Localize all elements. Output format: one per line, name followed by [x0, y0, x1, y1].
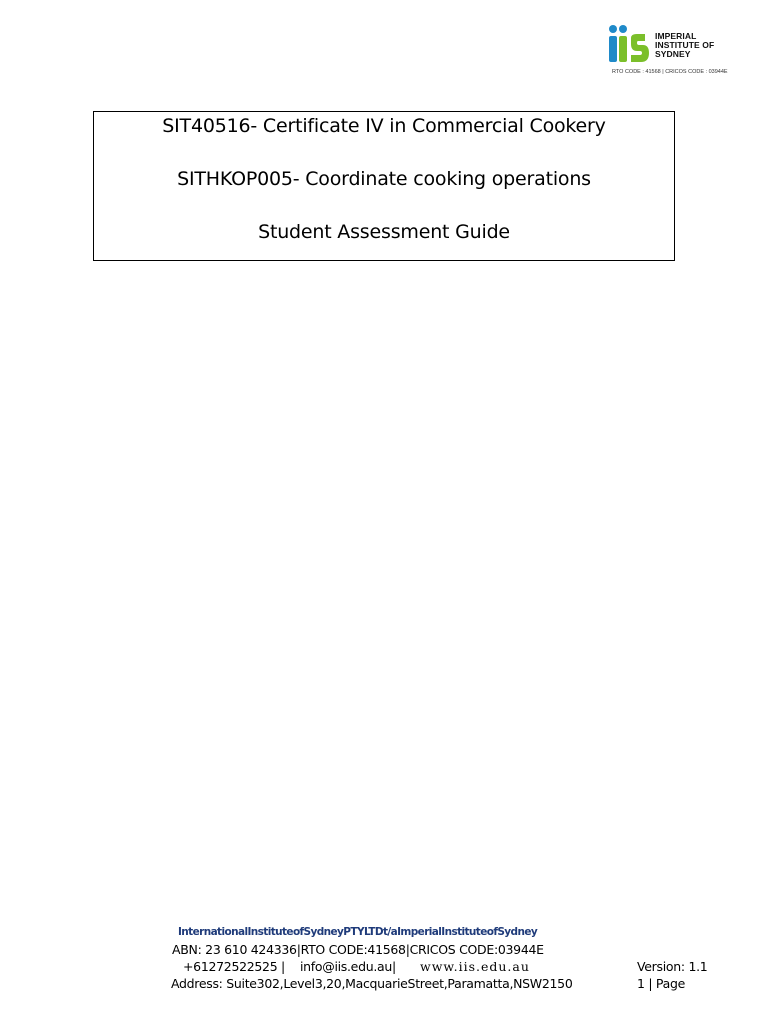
logo-s-shape [631, 34, 649, 62]
footer-phone: +61272522525 | [183, 959, 285, 974]
document-title: Student Assessment Guide [258, 221, 510, 243]
footer-page-number: 1 | Page [637, 976, 685, 991]
footer-company: InternationalInstituteofSydneyPTYLTDt/aImperialInstituteofSydney [178, 926, 538, 938]
logo-dot-right [619, 25, 627, 33]
unit-title: SITHKOP005- Coordinate cooking operations [177, 168, 591, 190]
footer-email: info@iis.edu.au| [300, 959, 396, 974]
logo-dot-left [609, 25, 617, 33]
logo-name-line-3: SYDNEY [655, 49, 691, 59]
footer-abn: ABN: 23 610 424336|RTO CODE:41568|CRICOS CODE:03944E [172, 942, 544, 957]
logo-bar-mid [619, 36, 627, 62]
footer-website: www.iis.edu.au [420, 959, 530, 974]
institute-logo [607, 24, 737, 80]
logo-name-line-2: INSTITUTE OF [655, 40, 715, 50]
logo-wordmark [655, 32, 714, 59]
title-box [93, 111, 675, 261]
course-title: SIT40516- Certificate IV in Commercial Cookery [162, 115, 606, 137]
footer-version: Version: 1.1 [637, 959, 708, 974]
footer-address: Address: Suite302,Level3,20,MacquarieStreet,Paramatta,NSW2150 [171, 976, 573, 991]
iis-logo-icon [607, 24, 653, 68]
logo-codes: RTO CODE : 41568 | CRICOS CODE : 03944E [612, 69, 728, 75]
logo-bar-left [609, 36, 617, 62]
logo-name-line-1: IMPERIAL [655, 31, 697, 41]
